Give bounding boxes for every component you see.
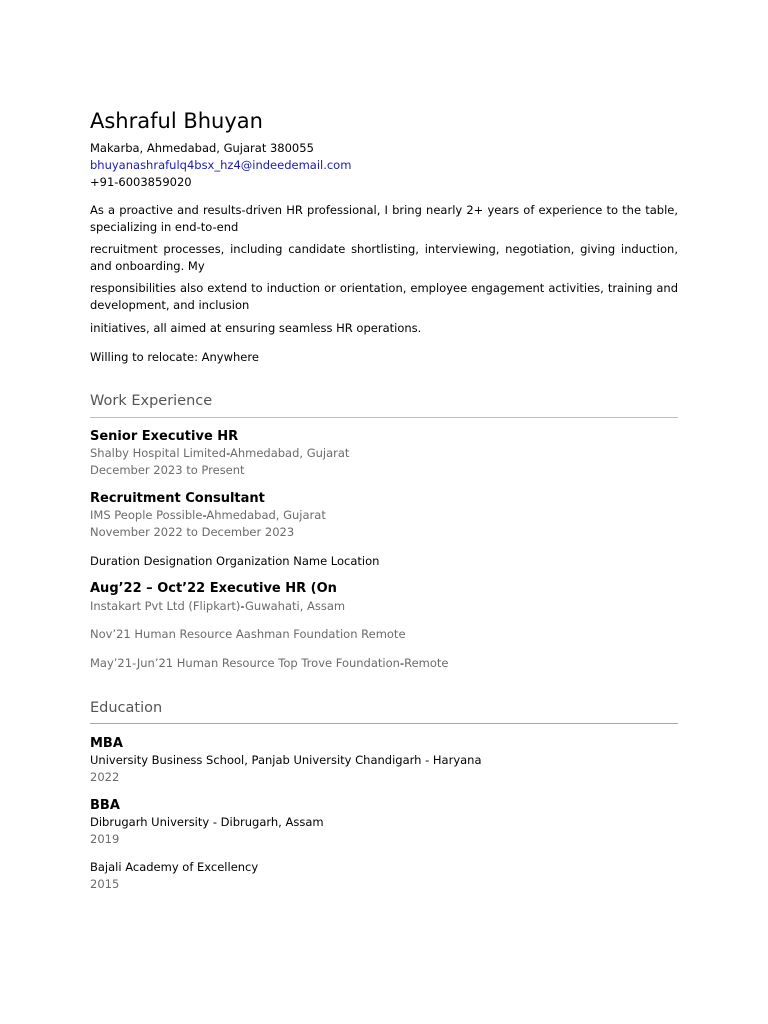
work-experience-title: Work Experience: [90, 393, 213, 409]
school-1: University Business School, Panjab University Chandigarh - Haryana: [90, 753, 482, 767]
phone: +91-6003859020: [90, 175, 192, 189]
summary-paragraph-1: As a proactive and results-driven HR professional, I bring nearly 2+ years of experience to the table, specializing in end-to-end: [90, 203, 678, 234]
education-title: Education: [90, 700, 163, 716]
relocate-note: Willing to relocate: Anywhere: [90, 350, 259, 364]
job-dates-1: December 2023 to Present: [90, 463, 245, 477]
experience-table-header: Duration Designation Organization Name Location: [90, 554, 380, 568]
address: Makarba, Ahmedabad, Gujarat 380055: [90, 141, 314, 155]
year-1: 2022: [90, 770, 120, 784]
summary-paragraph-2: recruitment processes, including candidate shortlisting, interviewing, negotiation, giving induction, and onboarding. My: [90, 242, 678, 273]
year-2: 2019: [90, 832, 120, 846]
school-2: Dibrugarh University - Dibrugarh, Assam: [90, 815, 324, 829]
email-link[interactable]: bhuyanashrafulq4bsx_hz4@indeedemail.com: [90, 158, 352, 172]
experience-line-2: May’21-Jun’21 Human Resource Top Trove Foundation-Remote: [90, 656, 449, 670]
summary-paragraph-4: initiatives, all aimed at ensuring seamless HR operations.: [90, 321, 422, 335]
job-company-3: Instakart Pvt Ltd (Flipkart)-Guwahati, Assam: [90, 599, 346, 613]
education-divider: [90, 723, 678, 724]
candidate-name: Ashraful Bhuyan: [90, 109, 263, 133]
degree-1: MBA: [90, 736, 123, 751]
work-experience-divider: [90, 417, 678, 418]
school-3: Bajali Academy of Excellency: [90, 860, 259, 874]
email-line: [90, 157, 351, 173]
job-company-2: IMS People Possible-Ahmedabad, Gujarat: [90, 508, 326, 522]
job-dates-2: November 2022 to December 2023: [90, 525, 295, 539]
experience-line-1: Nov’21 Human Resource Aashman Foundation Remote: [90, 627, 406, 641]
degree-2: BBA: [90, 798, 120, 813]
job-title-3: Aug’22 – Oct’22 Executive HR (On: [90, 581, 337, 596]
job-company-1: Shalby Hospital Limited-Ahmedabad, Gujarat: [90, 446, 350, 460]
summary-paragraph-3: responsibilities also extend to induction or orientation, employee engagement activities, training and development, and inclusion: [90, 281, 678, 312]
job-title-2: Recruitment Consultant: [90, 491, 265, 506]
job-title-1: Senior Executive HR: [90, 429, 239, 444]
year-3: 2015: [90, 877, 120, 891]
